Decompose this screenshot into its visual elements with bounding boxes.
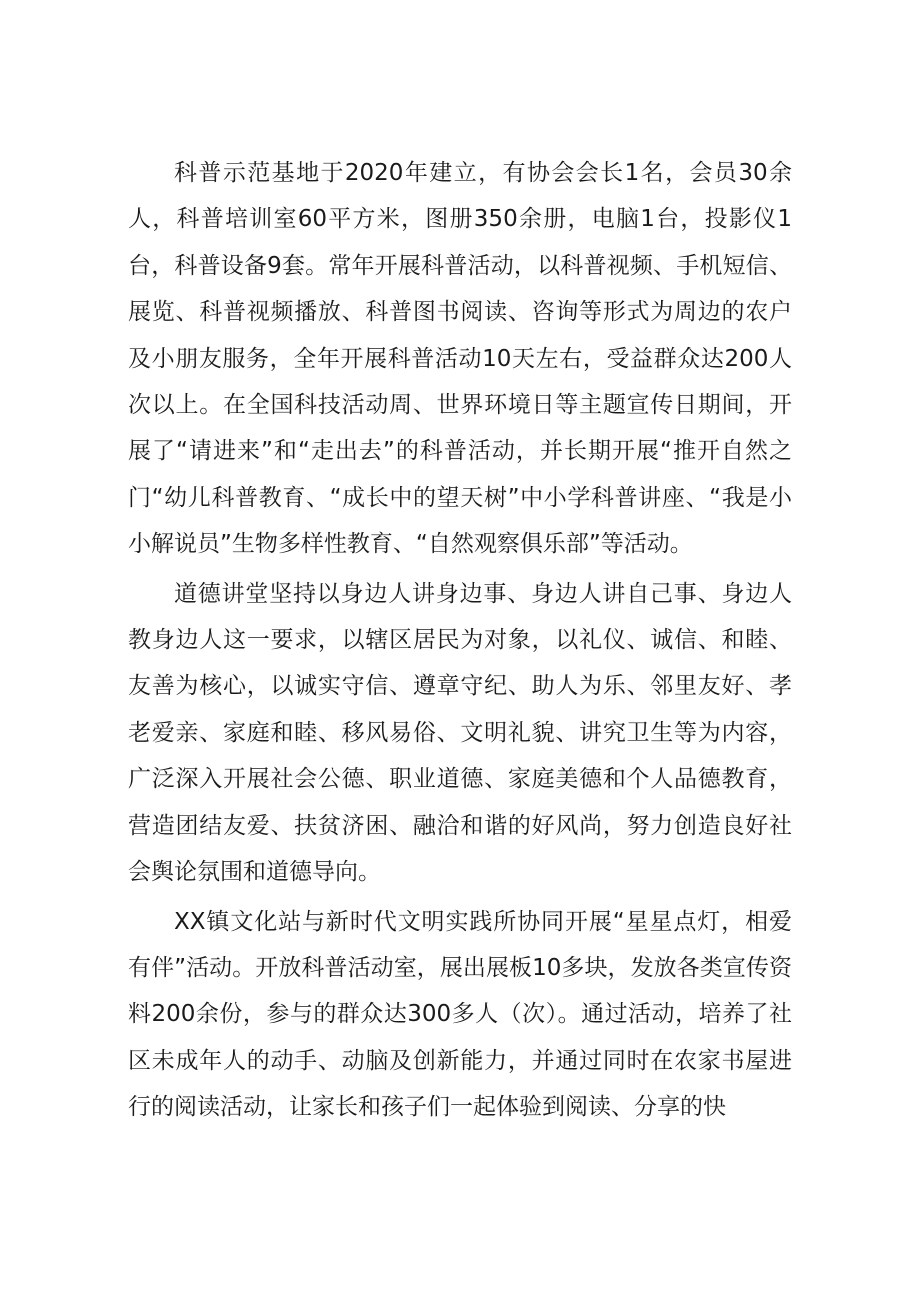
paragraph-culture-station: XX镇文化站与新时代文明实践所协同开展“星星点灯，相爱有伴”活动。开放科普活动室，展出展板10多块，发放各类宣传资料200余份，参与的群众达300多人（次）。通过活动，培养了社区未成年人的动手、动脑及创新能力，并通过同时在农家书屋进行的阅读活动，让家长和孩子们一起体验到阅读、分享的快 bbox=[128, 908, 792, 1121]
paragraph-science-base: 科普示范基地于2020年建立，有协会会长1名，会员30余人，科普培训室60平方米，图册350余册，电脑1台，投影仪1台，科普设备9套。常年开展科普活动，以科普视频、手机短信、展览、科普视频播放、科普图书阅读、咨询等形式为周边的农户及小朋友服务，全年开展科普活动10天左右，受益群众达200人次以上。在全国科技活动周、世界环境日等主题宣传日期间，开展了“请进来”和“走出去”的科普活动，并长期开展“推开自然之门“幼儿科普教育、“成长中的望天树”中小学科普讲座、“我是小小解说员”生物多样性教育、“自然观察俱乐部”等活动。 bbox=[128, 160, 792, 558]
paragraph-moral-lecture: 道德讲堂坚持以身边人讲身边事、身边人讲自己事、身边人教身边人这一要求，以辖区居民为对象，以礼仪、诚信、和睦、友善为核心，以诚实守信、遵章守纪、助人为乐、邻里友好、孝老爱亲、家庭和睦、移风易俗、文明礼貌、讲究卫生等为内容，广泛深入开展社会公德、职业道德、家庭美德和个人品德教育，营造团结友爱、扶贫济困、融洽和谐的好风尚，努力创造良好社会舆论氛围和道德导向。 bbox=[128, 580, 792, 886]
document-body bbox=[128, 150, 792, 1134]
